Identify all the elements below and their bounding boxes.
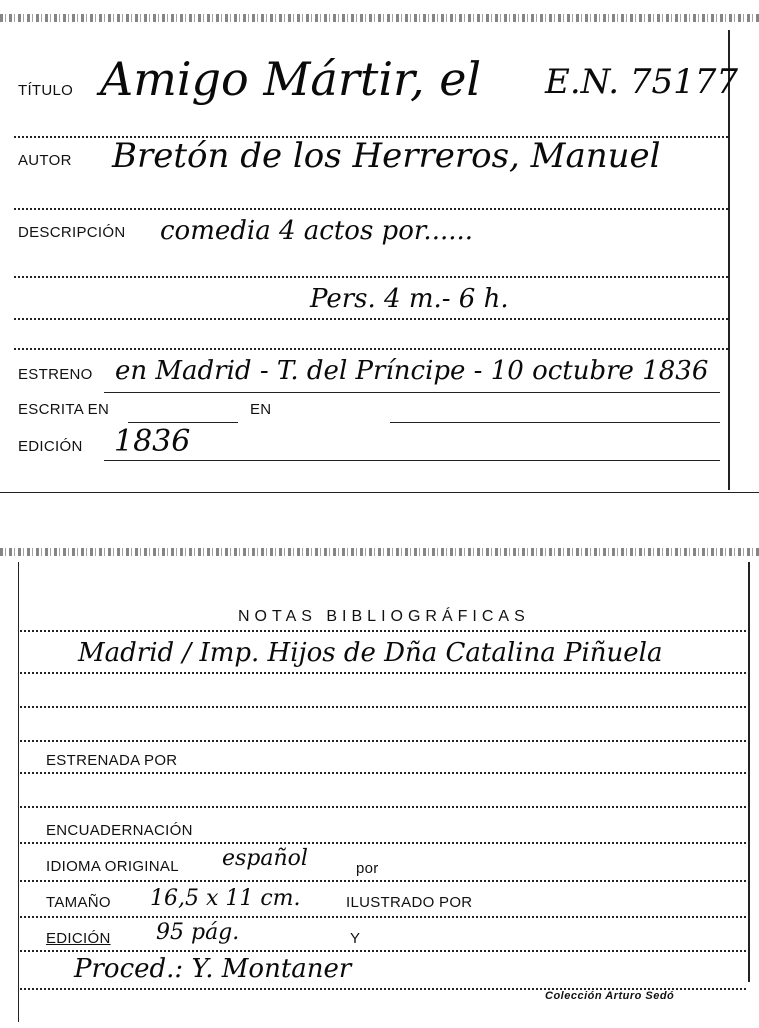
hw-personajes: Pers. 4 m.- 6 h. xyxy=(310,284,509,314)
rule-encuadernacion xyxy=(20,842,746,844)
label-descripcion: DESCRIPCIÓN xyxy=(18,224,126,241)
rule-notes-4 xyxy=(20,740,746,742)
hw-edicion: 1836 xyxy=(114,424,191,459)
label-idioma: IDIOMA ORIGINAL xyxy=(46,858,179,875)
hw-tamano: 16,5 x 11 cm. xyxy=(150,886,301,911)
rule-notes-3 xyxy=(20,706,746,708)
hw-idioma: español xyxy=(222,846,308,871)
rule-notes-2 xyxy=(20,672,746,674)
label-tamano: TAMAÑO xyxy=(46,894,111,911)
rule-descripcion-3 xyxy=(14,348,728,350)
label-edicion-back: EDICIÓN xyxy=(46,930,111,947)
hw-catalog-number: E.N. 75177 xyxy=(545,62,738,102)
rule-blank-1 xyxy=(20,806,746,808)
hw-edicion-back: 95 pág. xyxy=(156,920,240,945)
hw-descripcion: comedia 4 actos por...... xyxy=(160,216,474,246)
rule-descripcion-1 xyxy=(14,276,728,278)
label-en: EN xyxy=(250,401,272,418)
rule-escrita-en xyxy=(128,422,238,423)
label-titulo: TÍTULO xyxy=(18,82,74,99)
label-encuadernacion: ENCUADERNACIÓN xyxy=(46,822,193,839)
hw-titulo: Amigo Mártir, el xyxy=(100,52,482,106)
label-escrita-en: ESCRITA EN xyxy=(18,401,110,418)
back-top-edge xyxy=(0,548,759,556)
rule-notes-1 xyxy=(20,630,746,632)
hw-autor: Bretón de los Herreros, Manuel xyxy=(112,136,661,176)
rule-idioma xyxy=(20,880,746,882)
rule-estrenada xyxy=(20,772,746,774)
back-card xyxy=(0,540,759,1028)
label-autor: AUTOR xyxy=(18,152,72,169)
hw-notas: Madrid / Imp. Hijos de Dña Catalina Piñuela xyxy=(78,638,663,668)
notes-title: NOTAS BIBLIOGRÁFICAS xyxy=(238,608,530,625)
rule-estreno xyxy=(104,392,720,393)
label-y: Y xyxy=(350,930,361,947)
rule-tamano xyxy=(20,916,746,918)
rule-en xyxy=(390,422,720,423)
card-bottom-edge xyxy=(0,492,759,493)
rule-edicion xyxy=(104,460,720,461)
label-estreno: ESTRENO xyxy=(18,366,93,383)
back-right-edge xyxy=(748,562,750,982)
card-top-edge xyxy=(0,14,759,22)
rule-edicion-back xyxy=(20,950,746,952)
back-left-edge xyxy=(18,562,19,1022)
rule-autor xyxy=(14,208,728,210)
label-por: por xyxy=(356,860,379,877)
rule-descripcion-2 xyxy=(14,318,728,320)
label-edicion: EDICIÓN xyxy=(18,438,83,455)
label-ilustrado: ILUSTRADO POR xyxy=(346,894,473,911)
collection-credit: Colección Arturo Sedó xyxy=(545,990,675,1002)
label-estrenada-por: ESTRENADA POR xyxy=(46,752,178,769)
hw-estreno: en Madrid - T. del Príncipe - 10 octubre 1836 xyxy=(115,356,709,386)
front-card xyxy=(0,0,759,500)
hw-proced: Proced.: Y. Montaner xyxy=(74,954,352,984)
